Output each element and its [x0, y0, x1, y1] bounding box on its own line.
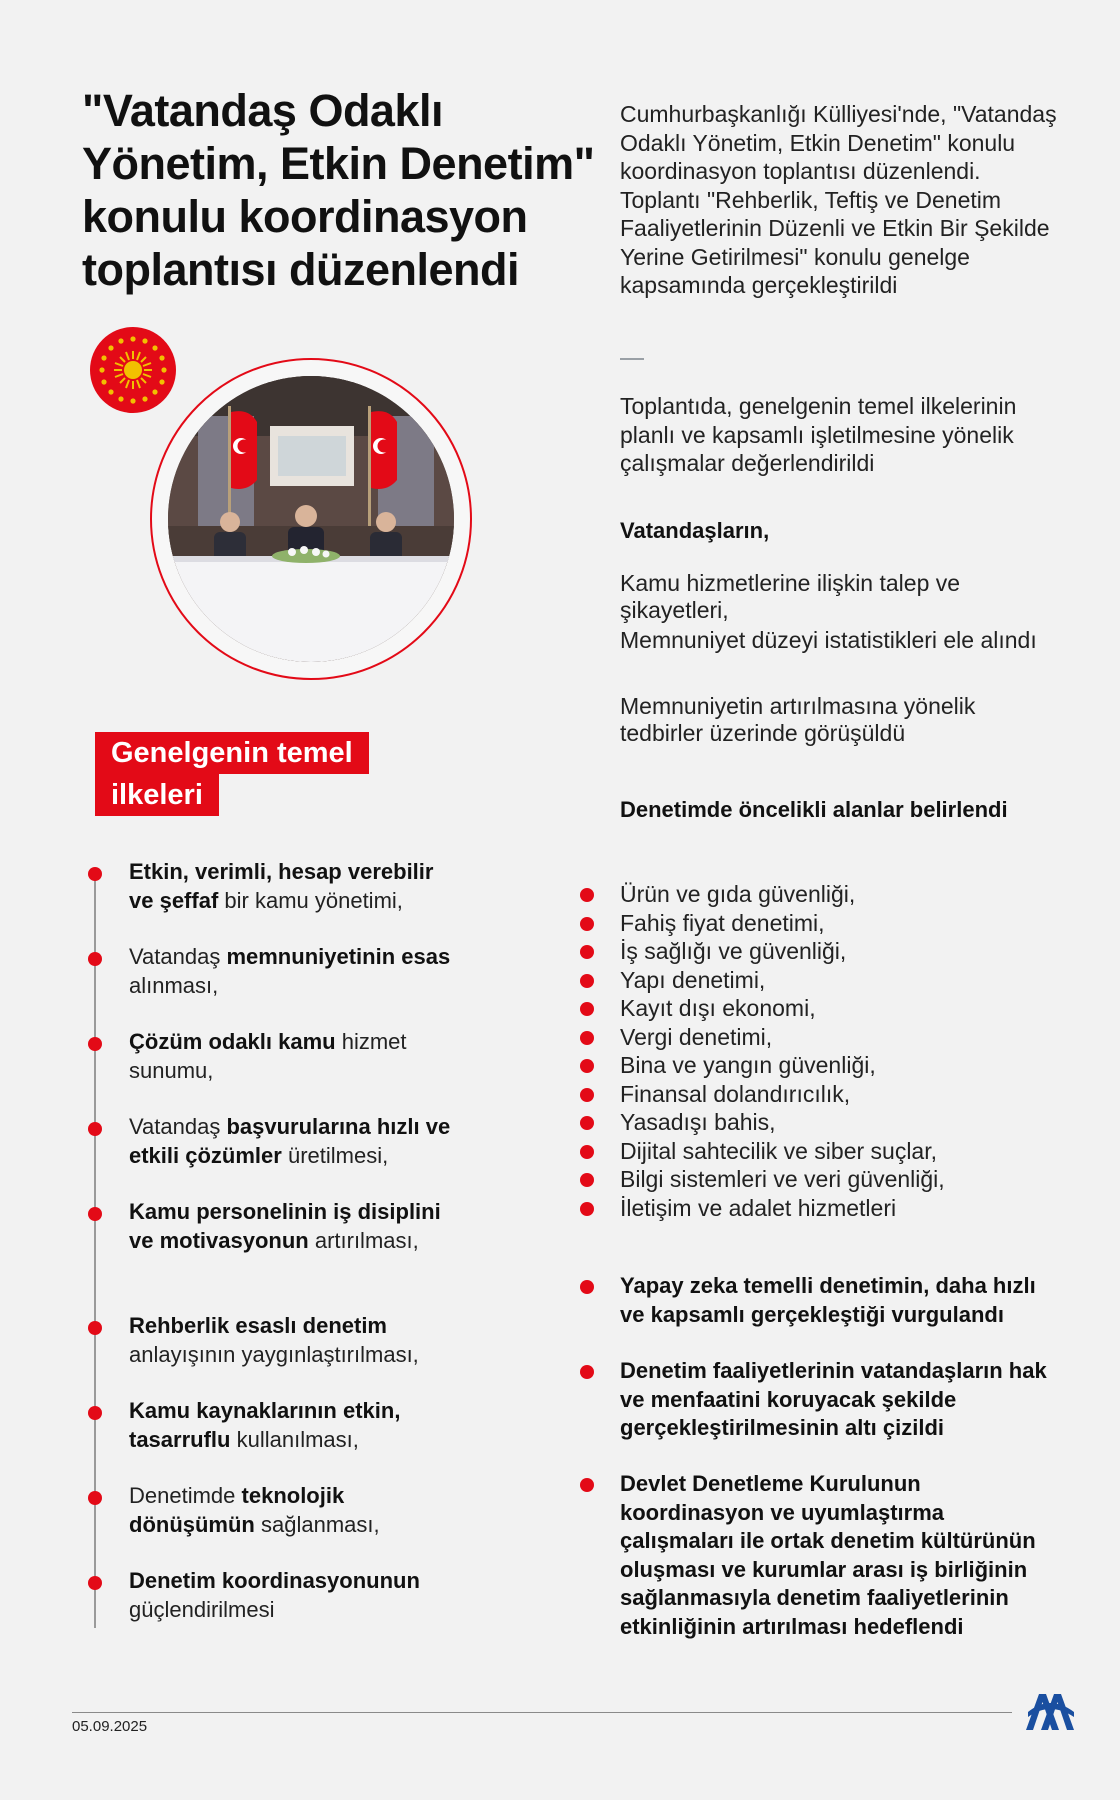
bullet-dot: [580, 1116, 594, 1130]
principle-item: Kamu personelinin iş disiplini ve motivasyonun artırılması,: [129, 1198, 459, 1255]
principle-item: Etkin, verimli, hesap verebilir ve şeffaf bir kamu yönetimi,: [129, 858, 459, 915]
bullet-dot: [580, 1365, 594, 1379]
bullet-dot: [88, 1207, 102, 1221]
citizens-item: Memnuniyetin artırılmasına yönelik tedbirler üzerinde görüşüldü: [620, 693, 976, 746]
bullet-dot: [580, 1280, 594, 1294]
bullet-dot: [580, 1478, 594, 1492]
list-item: Fahiş fiyat denetimi,: [620, 909, 1060, 938]
list-item: Dijital sahtecilik ve siber suçlar,: [620, 1137, 1060, 1166]
list-item: Yapı denetimi,: [620, 966, 1060, 995]
list-item: İş sağlığı ve güvenliği,: [620, 937, 1060, 966]
principle-item: Çözüm odaklı kamu hizmet sunumu,: [129, 1028, 459, 1085]
bullet-dot: [88, 1491, 102, 1505]
footer-divider: [72, 1712, 1012, 1713]
list-item: Bilgi sistemleri ve veri güvenliği,: [620, 1165, 1060, 1194]
presidential-seal-icon: [90, 327, 176, 413]
bullet-dot: [580, 888, 594, 902]
section-label-line-2: ilkeleri: [95, 774, 219, 816]
bullet-dot: [580, 1173, 594, 1187]
list-item: Ürün ve gıda güvenliği,: [620, 880, 1060, 909]
bullet-dot: [88, 1037, 102, 1051]
intro-text: Cumhurbaşkanlığı Külliyesi'nde, "Vatandaş Odaklı Yönetim, Etkin Denetim" konulu koordinasyon toplantısı düzenlendi. Toplantı "Rehberlik, Teftiş ve Denetim Faaliyetlerinin Düzenli ve Etkin Bir Şekilde Yerine Getirilmesi" konulu genelge kapsamında gerçekleştirildi: [620, 101, 1057, 298]
bullet-dot: [88, 1406, 102, 1420]
summary-text: Toplantıda, genelgenin temel ilkelerinin planlı ve kapsamlı işletilmesine yönelik çalışmalar değerlendirildi: [620, 393, 1017, 476]
bullet-dot: [88, 867, 102, 881]
principle-item: Denetim koordinasyonunun güçlendirilmesi: [129, 1567, 459, 1624]
principle-item: Vatandaş memnuniyetinin esas alınması,: [129, 943, 459, 1000]
timeline-line: [94, 868, 96, 1628]
aa-logo-icon: [1024, 1686, 1076, 1732]
principle-item: Denetimde teknolojik dönüşümün sağlanması,: [129, 1482, 459, 1539]
bullet-dot: [88, 1321, 102, 1335]
bullet-dot: [580, 945, 594, 959]
highlight-item: Yapay zeka temelli denetimin, daha hızlı ve kapsamlı gerçekleştiği vurgulandı: [620, 1272, 1060, 1329]
bullet-dot: [580, 1145, 594, 1159]
bullet-dot: [580, 1088, 594, 1102]
bullet-dot: [88, 1576, 102, 1590]
list-item: İletişim ve adalet hizmetleri: [620, 1194, 1060, 1223]
list-item: Yasadışı bahis,: [620, 1108, 1060, 1137]
principle-item: Kamu kaynaklarının etkin, tasarruflu kullanılması,: [129, 1397, 459, 1454]
priority-heading: Denetimde öncelikli alanlar belirlendi: [620, 797, 1008, 822]
priority-list: [620, 880, 1060, 1222]
bullet-dot: [580, 917, 594, 931]
principle-item: Vatandaş başvurularına hızlı ve etkili çözümler üretilmesi,: [129, 1113, 459, 1170]
list-item: Vergi denetimi,: [620, 1023, 1060, 1052]
principle-item: Rehberlik esaslı denetim anlayışının yaygınlaştırılması,: [129, 1312, 459, 1369]
list-item: Bina ve yangın güvenliği,: [620, 1051, 1060, 1080]
list-item: Finansal dolandırıcılık,: [620, 1080, 1060, 1109]
bullet-dot: [88, 952, 102, 966]
bullet-dot: [88, 1122, 102, 1136]
citizens-item: Memnuniyet düzeyi istatistikleri ele alındı: [620, 627, 1037, 653]
highlight-item: Devlet Denetleme Kurulunun koordinasyon ve uyumlaştırma çalışmaları ile ortak denetim kültürünün oluşması ve kurumlar arası iş birliğinin sağlanmasıyla denetim faaliyetlerinin etkinliğinin artırılması hedeflendi: [620, 1470, 1060, 1641]
list-item: Kayıt dışı ekonomi,: [620, 994, 1060, 1023]
meeting-photo: [168, 376, 454, 662]
citizens-heading: Vatandaşların,: [620, 518, 770, 543]
page-title: "Vatandaş Odaklı Yönetim, Etkin Denetim" konulu koordinasyon toplantısı düzenlendi: [82, 85, 595, 295]
bullet-dot: [580, 974, 594, 988]
citizens-item: Kamu hizmetlerine ilişkin talep ve şikayetleri,: [620, 570, 961, 623]
section-label-line-1: Genelgenin temel: [95, 732, 369, 774]
highlight-item: Denetim faaliyetlerinin vatandaşların hak ve menfaatini koruyacak şekilde gerçekleştirilmesinin altı çizildi: [620, 1357, 1060, 1443]
bullet-dot: [580, 1059, 594, 1073]
bullet-dot: [580, 1031, 594, 1045]
bullet-dot: [580, 1202, 594, 1216]
separator-dash: [620, 358, 644, 360]
footer-date: 05.09.2025: [72, 1718, 148, 1735]
bullet-dot: [580, 1002, 594, 1016]
